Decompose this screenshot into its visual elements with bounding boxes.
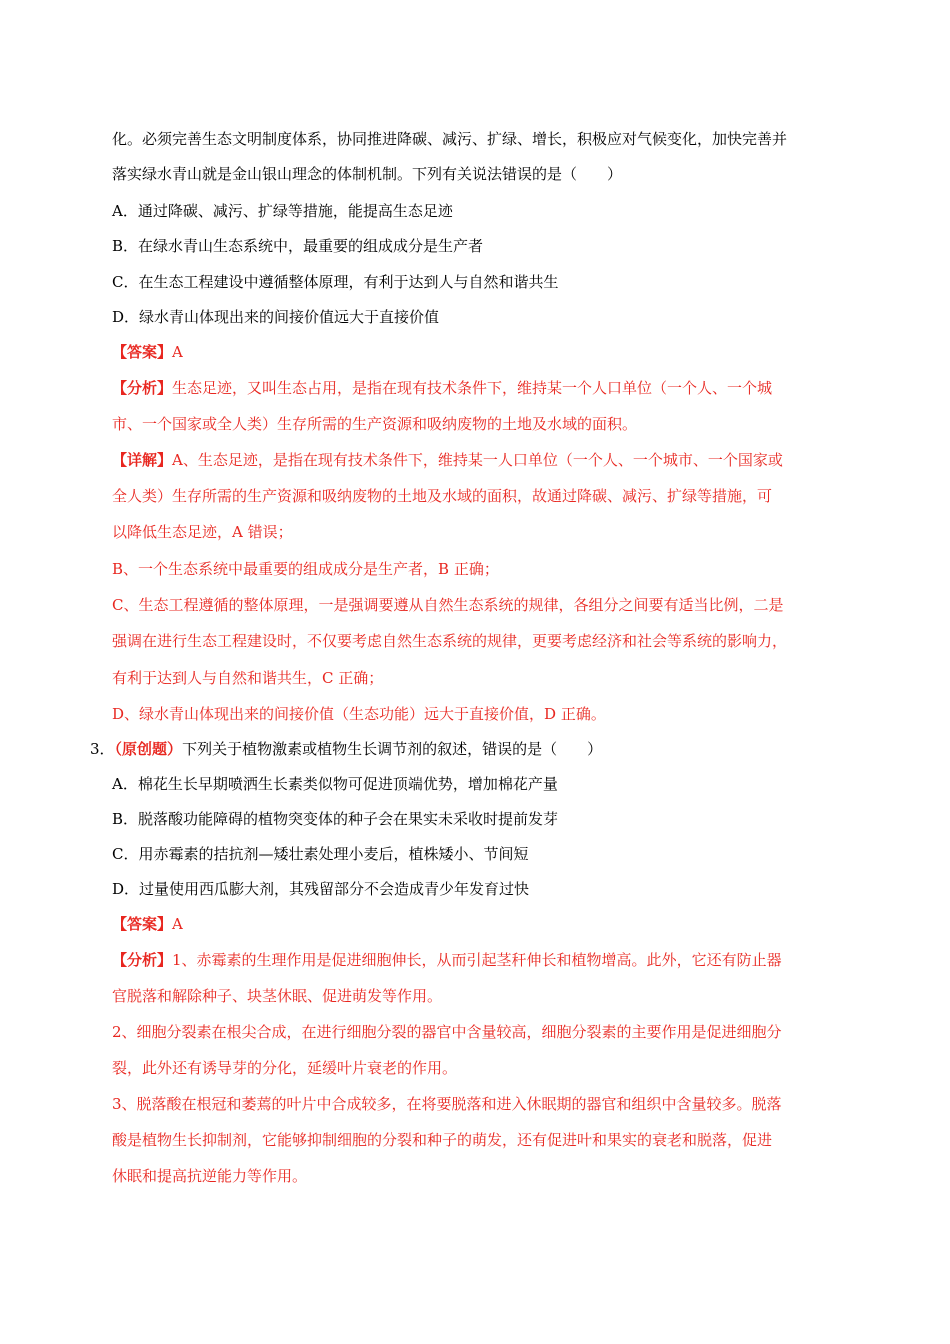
q2-detail-line-8: D、绿水青山体现出来的间接价值（生态功能）远大于直接价值，D 正确。	[112, 705, 606, 723]
q2-answer-tag: 【答案】	[112, 343, 173, 361]
q2-detail-line-1	[112, 450, 783, 470]
q3-stem-text: 下列关于植物激素或植物生长调节剂的叙述，错误的是（ ）	[182, 740, 603, 758]
q3-analysis-tag: 【分析】	[112, 951, 173, 969]
q2-detail-line-6: 强调在进行生态工程建设时，不仅要考虑自然生态系统的规律，更要考虑经济和社会等系统的影响力，	[112, 632, 788, 650]
q2-detail-line-2: 全人类）生存所需的生产资源和吸纳废物的土地及水域的面积，故通过降碳、减污、扩绿等措施，可	[112, 487, 773, 505]
q2-detail-tag: 【详解】	[112, 451, 173, 469]
q3-answer-tag: 【答案】	[112, 915, 173, 933]
q2-analysis-line-2: 市、一个国家或全人类）生存所需的生产资源和吸纳废物的土地及水域的面积。	[112, 415, 638, 433]
q3-answer-value: A	[172, 915, 183, 933]
q3-number: 3．	[90, 740, 115, 758]
q3-answer	[112, 914, 183, 934]
q2-analysis-line-1	[112, 378, 772, 398]
q2-detail-line-7: 有利于达到人与自然和谐共生，C 正确；	[112, 669, 384, 687]
q2-option-d: D．绿水青山体现出来的间接价值远大于直接价值	[112, 308, 440, 326]
q2-option-b: B．在绿水青山生态系统中，最重要的组成成分是生产者	[112, 237, 484, 255]
q2-detail-line-4: B、一个生态系统中最重要的组成成分是生产者，B 正确；	[112, 560, 499, 578]
q2-detail-text-1: A、生态足迹，是指在现有技术条件下，维持某一人口单位（一个人、一个城市、一个国家或	[172, 451, 783, 469]
q2-detail-line-5: C、生态工程遵循的整体原理，一是强调要遵从自然生态系统的规律，各组分之间要有适当比例，二是	[112, 596, 784, 614]
q2-analysis-text-1: 生态足迹，又叫生态占用，是指在现有技术条件下，维持某一个人口单位（一个人、一个城	[172, 379, 773, 397]
q3-option-d: D．过量使用西瓜膨大剂，其残留部分不会造成青少年发育过快	[112, 880, 530, 898]
q3-stem	[90, 739, 602, 759]
q3-tag: （原创题）	[114, 740, 183, 758]
q2-option-a: A．通过降碳、减污、扩绿等措施，能提高生态足迹	[112, 202, 453, 220]
q2-answer-value: A	[172, 343, 183, 361]
q3-analysis-line-3: 2、细胞分裂素在根尖合成，在进行细胞分裂的器官中含量较高，细胞分裂素的主要作用是促进细胞分	[112, 1023, 782, 1041]
q2-analysis-tag: 【分析】	[112, 379, 173, 397]
q3-option-a: A．棉花生长早期喷洒生长素类似物可促进顶端优势，增加棉花产量	[112, 775, 558, 793]
q3-analysis-line-1	[112, 950, 782, 970]
q3-analysis-line-4: 裂，此外还有诱导芽的分化，延缓叶片衰老的作用。	[112, 1059, 458, 1077]
q3-analysis-line-2: 官脱落和解除种子、块茎休眠、促进萌发等作用。	[112, 987, 443, 1005]
q2-stem-line-1: 化。必须完善生态文明制度体系，协同推进降碳、减污、扩绿、增长，积极应对气候变化，加快完善并	[112, 130, 788, 148]
q3-analysis-line-5: 3、脱落酸在根冠和萎蔫的叶片中合成较多，在将要脱落和进入休眠期的器官和组织中含量较多。脱落	[112, 1095, 782, 1113]
q2-stem-line-2: 落实绿水青山就是金山银山理念的体制机制。下列有关说法错误的是（ ）	[112, 165, 623, 183]
q2-detail-line-3: 以降低生态足迹，A 错误；	[112, 523, 293, 541]
q2-answer	[112, 342, 183, 362]
q3-analysis-line-7: 休眠和提高抗逆能力等作用。	[112, 1167, 308, 1185]
q3-option-c: C．用赤霉素的拮抗剂—矮壮素处理小麦后，植株矮小、节间短	[112, 845, 529, 863]
q3-analysis-line-6: 酸是植物生长抑制剂，它能够抑制细胞的分裂和种子的萌发，还有促进叶和果实的衰老和脱落，促进	[112, 1131, 773, 1149]
q3-option-b: B．脱落酸功能障碍的植物突变体的种子会在果实未采收时提前发芽	[112, 810, 559, 828]
q3-analysis-text-1: 1、赤霉素的生理作用是促进细胞伸长，从而引起茎秆伸长和植物增高。此外，它还有防止器	[172, 951, 782, 969]
q2-option-c: C．在生态工程建设中遵循整体原理，有利于达到人与自然和谐共生	[112, 273, 559, 291]
